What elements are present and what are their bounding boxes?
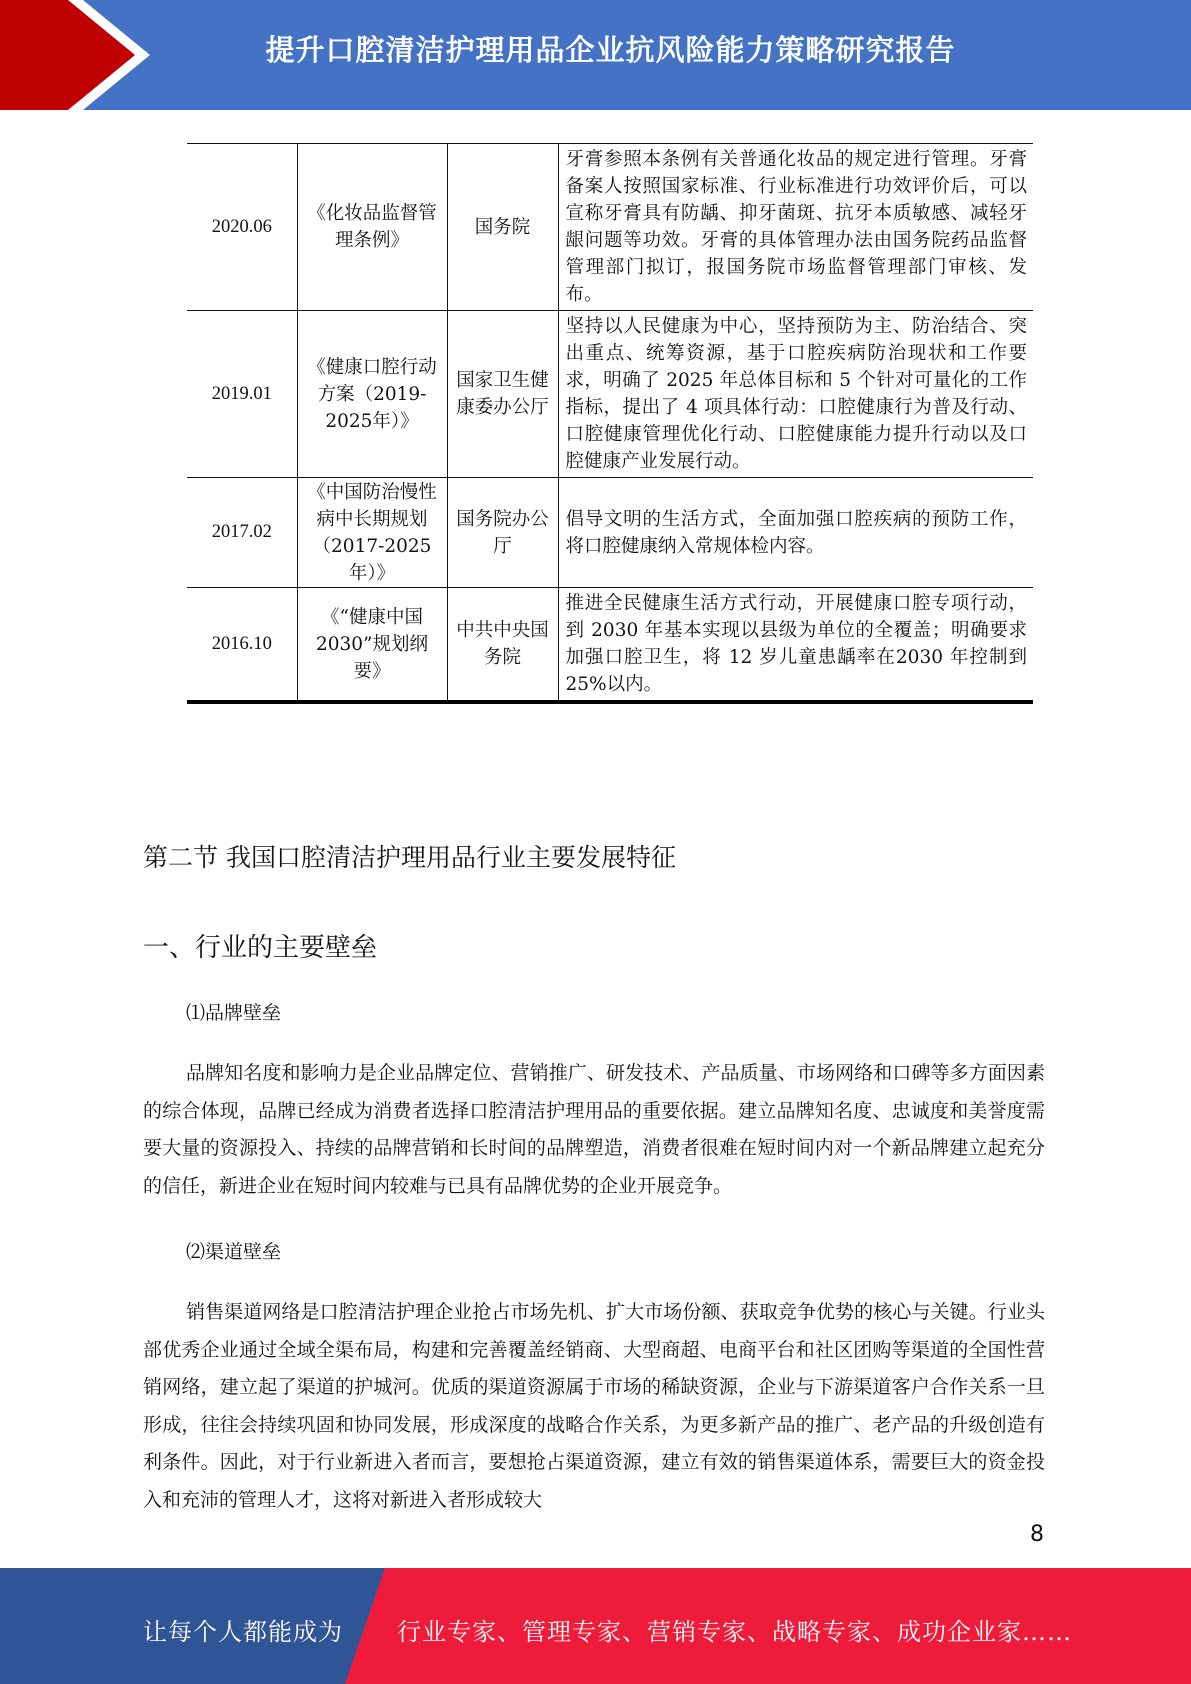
paragraph-channel: 销售渠道网络是口腔清洁护理企业抢占市场先机、扩大市场份额、获取竞争优势的核心与关键。行业头部优秀企业通过全域全渠布局，构建和完善覆盖经销商、大型商超、电商平台和社区团购等渠道的全国性营销网络，建立起了渠道的护城河。优质的渠道资源属于市场的稀缺资源，企业与下游渠道客户合作关系一旦形成，往往会持续巩固和协同发展，形成深度的战略合作关系，为更多新产品的推广、老产品的升级创造有利条件。因此，对于行业新进入者而言，要想抢占渠道资源，建立有效的销售渠道体系，需要巨大的资金投入和充沛的管理人才，这将对新进入者形成较大 [143,1301,1045,1511]
cell-date: 2017.02 [187,478,297,588]
table-row [187,478,1033,588]
table-row [187,144,1033,311]
page-number: 8 [1030,1522,1044,1547]
cell-desc: 推进全民健康生活方式行动，开展健康口腔专项行动，到 2030 年基本实现以县级为单位的全覆盖；明确要求加强口腔卫生，将 12 岁儿童患龋率在2030 年控制到 25%以内。 [558,588,1033,703]
cell-org: 国家卫生健康委办公厅 [447,311,558,478]
footer-slogan-left: 让每个人都能成为 [143,1618,343,1646]
policy-table [187,143,1033,704]
section-title: 第二节 我国口腔清洁护理用品行业主要发展特征 [143,843,676,872]
cell-date: 2019.01 [187,311,297,478]
cell-desc: 倡导文明的生活方式，全面加强口腔疾病的预防工作，将口腔健康纳入常规体检内容。 [558,478,1033,588]
report-title: 提升口腔清洁护理用品企业抗风险能力策略研究报告 [265,33,956,67]
subheading-channel: ⑵渠道壁垒 [186,1241,282,1263]
cell-org: 国务院 [447,144,558,311]
cell-desc: 坚持以人民健康为中心，坚持预防为主、防治结合、突出重点、统筹资源，基于口腔疾病防治现状和工作要求，明确了 2025 年总体目标和 5 个针对可量化的工作指标，提出了 4 项具体行动：口腔健康行为普及行动、口腔健康管理优化行动、口腔健康能力提升行动以及口腔健康产业发展行动。 [558,311,1033,478]
footer-banner [0,1568,1191,1684]
cell-name: 《健康口腔行动方案（2019-2025年）》 [297,311,447,478]
footer-slogan-right: 行业专家、管理专家、营销专家、战略专家、成功企业家…… [397,1618,1072,1646]
header-banner [0,0,1191,110]
cell-org: 国务院办公厅 [447,478,558,588]
cell-date: 2016.10 [187,588,297,703]
cell-desc: 牙膏参照本条例有关普通化妆品的规定进行管理。牙膏备案人按照国家标准、行业标准进行功效评价后，可以宣称牙膏具有防龋、抑牙菌斑、抗牙本质敏感、减轻牙龈问题等功效。牙膏的具体管理办法由国务院药品监督管理部门拟订，报国务院市场监督管理部门审核、发布。 [558,144,1033,311]
paragraph-brand: 品牌知名度和影响力是企业品牌定位、营销推广、研发技术、产品质量、市场网络和口碑等多方面因素的综合体现，品牌已经成为消费者选择口腔清洁护理用品的重要依据。建立品牌知名度、忠诚度和美誉度需要大量的资源投入、持续的品牌营销和长时间的品牌塑造，消费者很难在短时间内对一个新品牌建立起充分的信任，新进企业在短时间内较难与已具有品牌优势的企业开展竞争。 [143,1062,1045,1197]
cell-name: 《化妆品监督管理条例》 [297,144,447,311]
cell-name: 《中国防治慢性病中长期规划（2017-2025年）》 [297,478,447,588]
cell-org: 中共中央国务院 [447,588,558,703]
subheading-brand: ⑴品牌壁垒 [186,1002,282,1024]
table-row [187,588,1033,703]
table-row [187,311,1033,478]
heading-barriers: 一、行业的主要壁垒 [143,933,378,963]
cell-name: 《“健康中国2030”规划纲要》 [297,588,447,703]
cell-date: 2020.06 [187,144,297,311]
